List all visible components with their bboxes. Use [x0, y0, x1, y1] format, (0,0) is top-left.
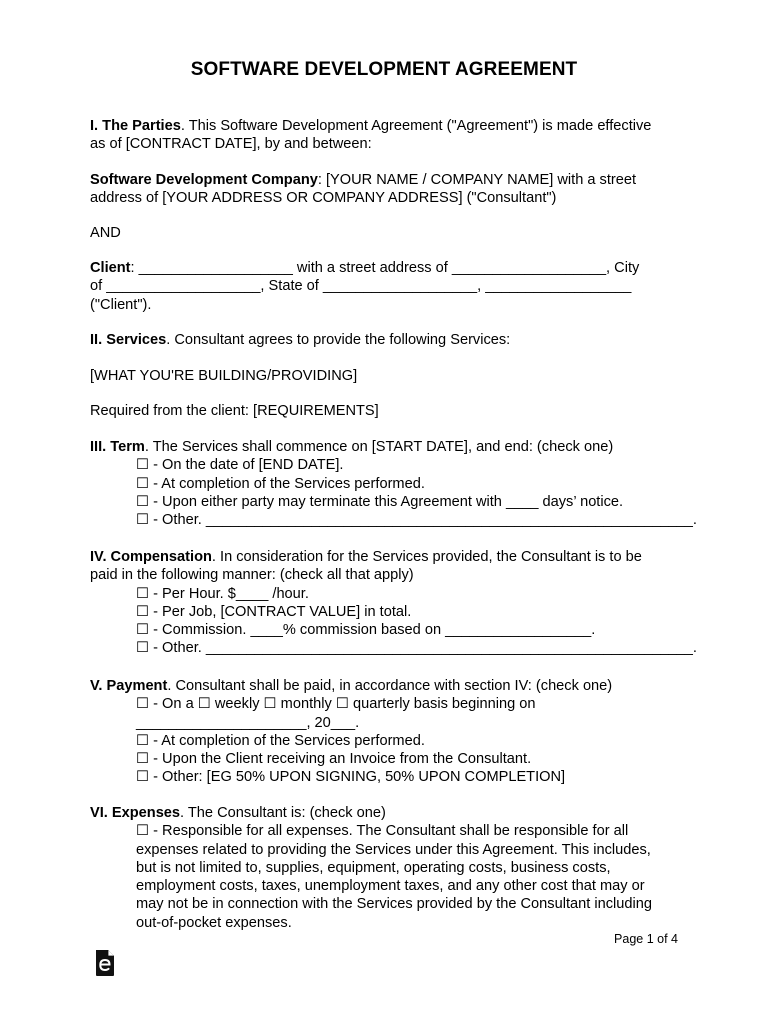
expenses-text-line: out-of-pocket expenses. [136, 914, 292, 931]
section-term [90, 438, 697, 529]
payment-option[interactable]: ☐ - Other: [EG 50% UPON SIGNING, 50% UPON COMPLETION] [136, 769, 566, 786]
page-number: Page 1 of 4 [614, 932, 678, 946]
term-option[interactable]: ☐ - Upon either party may terminate this Agreement with ____ days’ notice. [136, 493, 624, 510]
and-text [90, 224, 690, 242]
parties-line1: . This Software Development Agreement ("Agreement") is made effective [180, 118, 652, 134]
expenses-text-line: may not be in connection with the Services provided by the Consultant including [136, 896, 652, 913]
term-option[interactable]: ☐ - Other. ____________________________________________________________. [136, 512, 697, 529]
company-label: Software Development Company [90, 172, 318, 188]
compensation-option[interactable]: ☐ - Other. ____________________________________________________________. [136, 640, 697, 657]
section-payment [90, 677, 690, 787]
expenses-line1: . The Consultant is: (check one) [180, 805, 386, 821]
services-line1: . Consultant agrees to provide the following Services: [166, 332, 511, 348]
expenses-option[interactable]: ☐ - Responsible for all expenses. The Consultant shall be responsible for all [136, 823, 629, 840]
company-line2: address of [YOUR ADDRESS OR COMPANY ADDRESS] ("Consultant") [90, 190, 557, 207]
compensation-option[interactable]: ☐ - Per Job, [CONTRACT VALUE] in total. [136, 603, 412, 620]
company-line1: : [YOUR NAME / COMPANY NAME] with a street [317, 172, 637, 188]
section-services [90, 331, 690, 349]
compensation-option[interactable]: ☐ - Per Hour. $____ /hour. [136, 585, 309, 602]
compensation-line2: paid in the following manner: (check all that apply) [90, 567, 414, 584]
term-heading: III. Term [90, 439, 145, 455]
compensation-option[interactable]: ☐ - Commission. ____% commission based on __________________. [136, 622, 596, 639]
term-line1: . The Services shall commence on [START DATE], and end: (check one) [144, 439, 614, 455]
payment-option[interactable]: ☐ - At completion of the Services performed. [136, 732, 425, 749]
services-required [90, 402, 690, 420]
client-label: Client [90, 260, 131, 276]
expenses-text-line: but is not limited to, supplies, equipment, operating costs, business costs, [136, 859, 611, 876]
payment-option[interactable]: ☐ - Upon the Client receiving an Invoice from the Consultant. [136, 751, 532, 768]
eforms-logo-icon [94, 949, 116, 977]
payment-date-line: _____________________, 20___. [136, 714, 360, 731]
expenses-text-line: employment costs, taxes, unemployment taxes, and any other cost that may or [136, 878, 645, 895]
section-company [90, 171, 690, 208]
section-client [90, 259, 690, 314]
parties-heading: I. The Parties [90, 118, 181, 134]
services-required-text: Required from the client: [REQUIREMENTS] [90, 403, 379, 419]
client-line3: ("Client"). [90, 296, 152, 313]
document-title: SOFTWARE DEVELOPMENT AGREEMENT [190, 59, 578, 80]
and-label: AND [90, 225, 121, 241]
section-parties [90, 117, 690, 154]
parties-line2: as of [CONTRACT DATE], by and between: [90, 136, 372, 153]
services-building-text: [WHAT YOU'RE BUILDING/PROVIDING] [90, 368, 358, 384]
payment-option[interactable]: ☐ - On a ☐ weekly ☐ monthly ☐ quarterly basis beginning on [136, 696, 536, 713]
payment-line1: . Consultant shall be paid, in accordance with section IV: (check one) [167, 678, 613, 694]
compensation-heading: IV. Compensation [90, 549, 212, 565]
client-line2: of ___________________, State of ___________________, __________________ [90, 278, 632, 295]
section-compensation [90, 548, 697, 658]
section-expenses [90, 804, 690, 932]
expenses-heading: VI. Expenses [90, 805, 181, 821]
compensation-line1: . In consideration for the Services provided, the Consultant is to be [211, 549, 642, 565]
client-line1: : ___________________ with a street address of ___________________, City [130, 260, 640, 276]
services-heading: II. Services [90, 332, 167, 348]
expenses-text-line: expenses related to providing the Services under this Agreement. This includes, [136, 841, 651, 858]
term-option[interactable]: ☐ - On the date of [END DATE]. [136, 457, 344, 474]
payment-heading: V. Payment [90, 678, 168, 694]
services-building [90, 367, 690, 385]
term-option[interactable]: ☐ - At completion of the Services performed. [136, 475, 425, 492]
